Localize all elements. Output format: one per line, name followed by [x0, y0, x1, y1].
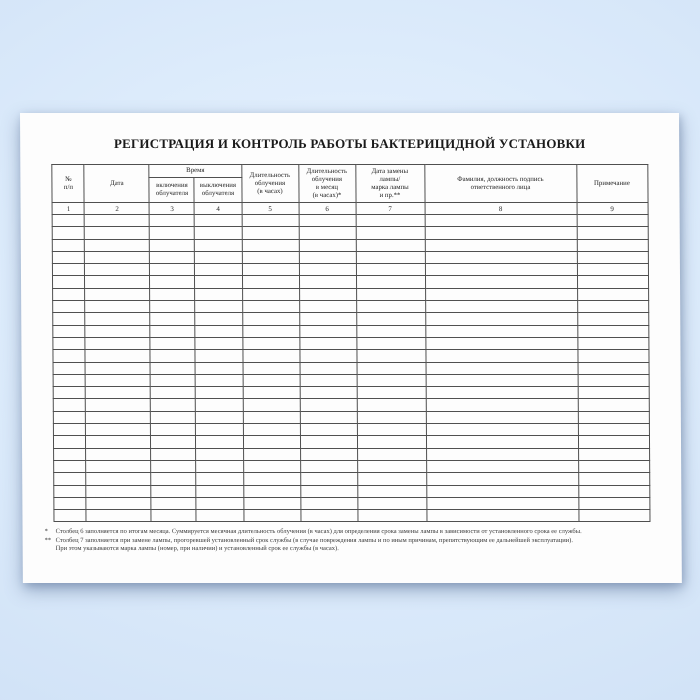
empty-cell [577, 215, 648, 227]
empty-cell [577, 251, 648, 263]
empty-cell [299, 337, 356, 349]
header-col-date: Дата [84, 165, 149, 203]
empty-cell [299, 251, 356, 263]
empty-cell [356, 227, 425, 239]
column-number-cell: 2 [85, 203, 150, 215]
empty-cell [357, 387, 426, 399]
empty-cell [578, 424, 649, 436]
empty-cell [426, 485, 578, 497]
document-page [20, 113, 682, 583]
table-row [53, 227, 648, 239]
empty-cell [243, 448, 300, 460]
empty-cell [196, 460, 243, 472]
column-number-cell: 7 [356, 203, 425, 215]
empty-cell [86, 448, 151, 460]
empty-cell [195, 251, 242, 263]
empty-cell [578, 436, 649, 448]
empty-cell [426, 424, 578, 436]
empty-cell [54, 374, 86, 386]
empty-cell [53, 313, 85, 325]
empty-cell [578, 473, 649, 485]
table-row [54, 387, 649, 399]
empty-cell [54, 362, 86, 374]
table-row [53, 288, 648, 300]
empty-cell [578, 497, 649, 509]
empty-cell [243, 485, 300, 497]
empty-cell [195, 325, 242, 337]
empty-cell [300, 497, 357, 509]
empty-cell [151, 473, 196, 485]
table-row [53, 239, 648, 251]
empty-cell [196, 399, 243, 411]
empty-cell [85, 325, 150, 337]
empty-cell [577, 337, 648, 349]
empty-cell [151, 460, 196, 472]
table-row [53, 215, 648, 227]
empty-cell [151, 387, 196, 399]
empty-cell [85, 276, 150, 288]
empty-cell [299, 301, 356, 313]
empty-cell [151, 497, 196, 509]
empty-cell [54, 448, 86, 460]
empty-cell [195, 337, 242, 349]
empty-cell [53, 239, 85, 251]
table-header [52, 165, 647, 203]
table-row [53, 264, 648, 276]
empty-cell [243, 473, 300, 485]
empty-cell [242, 276, 299, 288]
empty-cell [86, 424, 151, 436]
empty-cell [357, 485, 426, 497]
empty-cell [426, 362, 578, 374]
empty-cell [53, 350, 85, 362]
empty-cell [300, 448, 357, 460]
empty-cell [300, 424, 357, 436]
empty-cell [425, 313, 577, 325]
table-row [53, 313, 648, 325]
empty-cell [196, 497, 243, 509]
empty-cell [242, 337, 299, 349]
empty-cell [426, 510, 578, 522]
page-title: РЕГИСТРАЦИЯ И КОНТРОЛЬ РАБОТЫ БАКТЕРИЦИДНОЙ УСТАНОВКИ [113, 136, 586, 151]
header-col-switch-off: выключения облучателя [194, 178, 241, 203]
empty-cell [426, 387, 578, 399]
empty-cell [426, 399, 578, 411]
empty-cell [300, 399, 357, 411]
empty-cell [243, 460, 300, 472]
empty-cell [86, 411, 151, 423]
empty-cell [357, 374, 426, 386]
footnote-2-continued [45, 545, 682, 553]
empty-cell [53, 251, 85, 263]
empty-cell [578, 374, 649, 386]
empty-cell [426, 448, 578, 460]
empty-cell [299, 350, 356, 362]
empty-cell [86, 387, 151, 399]
empty-cell [53, 325, 85, 337]
header-col-note: Примечание [576, 165, 647, 203]
empty-cell [53, 337, 85, 349]
empty-cell [425, 239, 577, 251]
empty-cell [300, 473, 357, 485]
empty-cell [85, 239, 150, 251]
column-number-cell: 6 [299, 203, 356, 215]
footnote-text: Столбец 6 заполняется по итогам месяца. Суммируется месячная длительность облучения (в часах) для определения срока замены лампы в зависимости от установленного срока ее службы. [55, 528, 582, 536]
empty-cell [242, 251, 299, 263]
empty-cell [425, 301, 577, 313]
empty-cell [242, 215, 299, 227]
empty-cell [577, 350, 648, 362]
header-col-number: № п/п [52, 165, 84, 203]
empty-cell [300, 460, 357, 472]
empty-cell [150, 325, 195, 337]
empty-cell [242, 239, 299, 251]
empty-cell [86, 374, 151, 386]
empty-cell [86, 485, 151, 497]
empty-cell [299, 239, 356, 251]
empty-cell [243, 387, 300, 399]
empty-cell [151, 485, 196, 497]
empty-cell [195, 313, 242, 325]
table-row [54, 485, 649, 497]
empty-cell [54, 510, 86, 522]
empty-cell [357, 460, 426, 472]
empty-cell [426, 473, 578, 485]
table-row [54, 411, 649, 423]
empty-cell [151, 374, 196, 386]
table-row [53, 337, 648, 349]
empty-cell [53, 301, 85, 313]
empty-cell [356, 251, 425, 263]
empty-cell [425, 337, 577, 349]
empty-cell [196, 448, 243, 460]
empty-cell [357, 362, 426, 374]
empty-cell [150, 313, 195, 325]
empty-cell [577, 325, 648, 337]
empty-cell [426, 460, 578, 472]
empty-cell [54, 460, 86, 472]
empty-cell [356, 215, 425, 227]
empty-cell [150, 301, 195, 313]
empty-cell [86, 497, 151, 509]
empty-cell [577, 239, 648, 251]
empty-cell [299, 325, 356, 337]
table-row [54, 473, 649, 485]
empty-cell [356, 301, 425, 313]
column-number-cell: 9 [577, 203, 648, 215]
empty-cell [53, 276, 85, 288]
empty-cell [243, 424, 300, 436]
header-col-switch-on: включения облучателя [149, 178, 194, 203]
empty-cell [150, 288, 195, 300]
empty-cell [299, 276, 356, 288]
empty-cell [356, 350, 425, 362]
empty-cell [195, 350, 242, 362]
empty-cell [195, 288, 242, 300]
column-number-cell: 1 [53, 203, 85, 215]
empty-cell [357, 497, 426, 509]
empty-cell [85, 313, 150, 325]
empty-cell [243, 436, 300, 448]
empty-cell [150, 227, 195, 239]
empty-cell [85, 264, 150, 276]
empty-cell [426, 436, 578, 448]
empty-cell [150, 215, 195, 227]
empty-cell [299, 313, 356, 325]
column-number-cell: 5 [242, 203, 299, 215]
empty-cell [356, 276, 425, 288]
empty-cell [425, 325, 577, 337]
empty-cell [243, 399, 300, 411]
empty-cell [300, 374, 357, 386]
empty-cell [151, 510, 196, 522]
empty-cell [151, 436, 196, 448]
empty-cell [150, 251, 195, 263]
empty-cell [357, 411, 426, 423]
empty-cell [300, 387, 357, 399]
empty-cell [578, 485, 649, 497]
empty-cell [578, 399, 649, 411]
table-row [53, 276, 648, 288]
empty-cell [150, 276, 195, 288]
empty-cell [426, 374, 578, 386]
footnote-2 [45, 537, 682, 545]
empty-cell [356, 239, 425, 251]
empty-cell [577, 264, 648, 276]
empty-cell [54, 399, 86, 411]
empty-cell [243, 411, 300, 423]
empty-cell [86, 510, 151, 522]
table-row [53, 350, 648, 362]
empty-cell [243, 510, 300, 522]
empty-cell [196, 424, 243, 436]
empty-cell [300, 362, 357, 374]
empty-cell [53, 215, 85, 227]
column-number-cell: 8 [425, 203, 577, 215]
footnote-text: Столбец 7 заполняется при замене лампы, прогоревшей установленный срок службы (в случае повреждения лампы и по иным причинам, препятствующим ее дальнейшей эксплуатации). [55, 536, 573, 544]
empty-cell [150, 239, 195, 251]
table-row [54, 460, 649, 472]
empty-cell [196, 411, 243, 423]
empty-cell [577, 227, 648, 239]
column-number-row [53, 203, 648, 215]
empty-cell [243, 497, 300, 509]
empty-cell [578, 411, 649, 423]
empty-cell [196, 436, 243, 448]
column-number-cell: 3 [150, 203, 195, 215]
empty-cell [54, 424, 86, 436]
empty-cell [425, 350, 577, 362]
empty-cell [150, 337, 195, 349]
empty-cell [425, 215, 577, 227]
header-col-lamp-replacement: Дата замены лампы/ марка лампы и пр.** [355, 165, 424, 203]
empty-cell [577, 288, 648, 300]
empty-cell [151, 411, 196, 423]
empty-cell [54, 387, 86, 399]
empty-cell [53, 264, 85, 276]
empty-cell [577, 301, 648, 313]
footnote-marker: * [44, 528, 48, 536]
empty-cell [85, 251, 150, 263]
empty-cell [86, 436, 151, 448]
table-row [54, 374, 649, 386]
empty-cell [85, 227, 150, 239]
empty-cell [195, 239, 242, 251]
empty-cell [242, 227, 299, 239]
empty-cell [196, 362, 243, 374]
table-body [53, 203, 650, 522]
empty-cell [357, 448, 426, 460]
empty-cell [357, 399, 426, 411]
table-row [54, 510, 649, 522]
empty-cell [425, 276, 577, 288]
empty-cell [85, 301, 150, 313]
empty-cell [195, 301, 242, 313]
empty-cell [356, 313, 425, 325]
footnote-marker: ** [44, 536, 52, 544]
table-row [54, 448, 649, 460]
empty-cell [195, 227, 242, 239]
empty-cell [151, 424, 196, 436]
empty-cell [150, 264, 195, 276]
empty-cell [425, 251, 577, 263]
empty-cell [196, 387, 243, 399]
column-number-cell: 4 [195, 203, 242, 215]
empty-cell [356, 337, 425, 349]
empty-cell [196, 374, 243, 386]
empty-cell [86, 460, 151, 472]
empty-cell [357, 424, 426, 436]
empty-cell [243, 374, 300, 386]
table-row [54, 399, 649, 411]
empty-cell [357, 473, 426, 485]
empty-cell [196, 485, 243, 497]
empty-cell [242, 313, 299, 325]
table-row [53, 325, 648, 337]
table-row [53, 251, 648, 263]
empty-cell [54, 497, 86, 509]
empty-cell [356, 264, 425, 276]
empty-cell [195, 264, 242, 276]
empty-cell [577, 313, 648, 325]
empty-cell [578, 362, 649, 374]
empty-cell [151, 448, 196, 460]
empty-cell [300, 510, 357, 522]
empty-cell [151, 399, 196, 411]
empty-cell [242, 350, 299, 362]
empty-cell [54, 436, 86, 448]
empty-cell [300, 485, 357, 497]
empty-cell [425, 288, 577, 300]
table-row [54, 497, 649, 509]
empty-cell [356, 325, 425, 337]
header-col-duration: Длительность облучения (в часах) [241, 165, 298, 203]
empty-cell [85, 215, 150, 227]
empty-cell [53, 288, 85, 300]
footnotes [45, 528, 682, 553]
empty-cell [426, 411, 578, 423]
empty-cell [357, 510, 426, 522]
header-group-time: Время [149, 165, 241, 178]
empty-cell [356, 288, 425, 300]
empty-cell [151, 362, 196, 374]
empty-cell [86, 399, 151, 411]
registration-table [52, 164, 650, 522]
empty-cell [299, 288, 356, 300]
empty-cell [196, 473, 243, 485]
empty-cell [243, 362, 300, 374]
empty-cell [54, 485, 86, 497]
empty-cell [425, 264, 577, 276]
empty-cell [242, 325, 299, 337]
footnote-text: При этом указываются марка лампы (номер, при наличии) и установленный срок ее службы (в часах). [55, 544, 339, 552]
empty-cell [242, 301, 299, 313]
empty-cell [195, 276, 242, 288]
empty-cell [196, 510, 243, 522]
empty-cell [299, 215, 356, 227]
empty-cell [300, 411, 357, 423]
empty-cell [577, 276, 648, 288]
empty-cell [54, 411, 86, 423]
empty-cell [578, 387, 649, 399]
empty-cell [578, 448, 649, 460]
empty-cell [299, 227, 356, 239]
empty-cell [425, 227, 577, 239]
empty-cell [578, 460, 649, 472]
table-row [54, 362, 649, 374]
table-row [53, 301, 648, 313]
empty-cell [242, 288, 299, 300]
empty-cell [150, 350, 195, 362]
table-row [54, 436, 649, 448]
empty-cell [53, 227, 85, 239]
empty-cell [54, 473, 86, 485]
empty-cell [86, 362, 151, 374]
empty-cell [195, 215, 242, 227]
empty-cell [85, 288, 150, 300]
table-row [54, 424, 649, 436]
footnote-1 [45, 528, 682, 536]
empty-cell [300, 436, 357, 448]
empty-cell [85, 350, 150, 362]
empty-cell [242, 264, 299, 276]
empty-cell [578, 510, 649, 522]
empty-cell [357, 436, 426, 448]
empty-cell [426, 497, 578, 509]
header-col-duration-month: Длительность облучения в месяц (в часах)* [298, 165, 355, 203]
empty-cell [299, 264, 356, 276]
header-col-responsible-person: Фамилия, должность подпись ответственного лица [424, 165, 576, 203]
empty-cell [86, 473, 151, 485]
empty-cell [85, 337, 150, 349]
